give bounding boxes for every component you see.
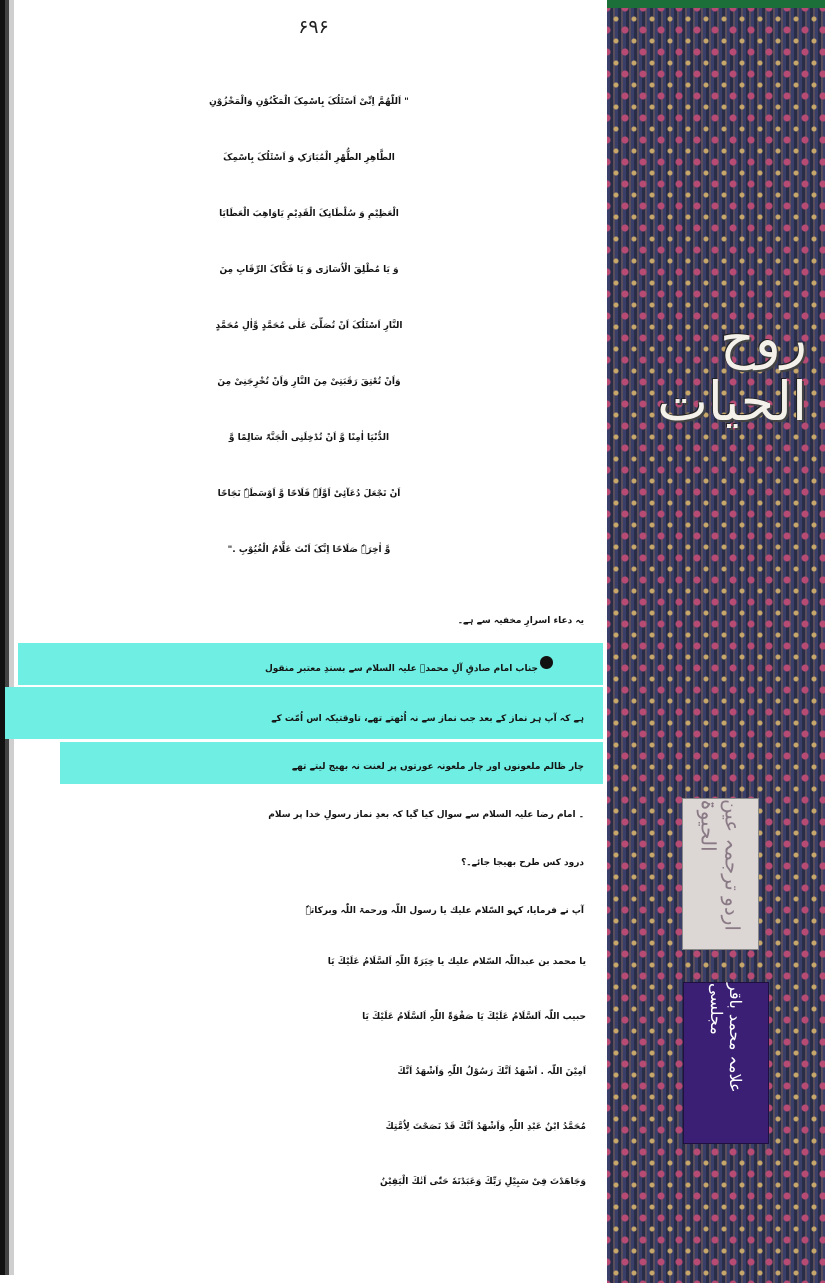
cover-label: اردو ترجمہ عین الحیوۃ [682,798,759,950]
salutation-line: مُحَمَّدُ ابْنُ عَبْدِ اللّٰہِ وَاَشْھَدُ اَنَّكَ قَدْ نَصَحْتَ لِاُمَّتِكَ [385,1122,586,1132]
prayer-line: اَنْ تَجْعَلَ دُعَآئِیْ اَوَّلَہٗ فَلَاحًا وَّ اَوْسَطَہٗ نَجَاحًا [217,489,401,499]
salutation-line: حبیب اللّٰہ اَلسَّلَامُ عَلَیْكَ یَا صَفْوَۃَ اللّٰہِ اَلسَّلَامُ عَلَیْكَ یَا [362,1012,586,1022]
prayer-line: وَاَنْ تُعْتِقَ رَقَبَتِیْ مِنَ النَّارِ وَاَنْ تُخْرِجَنِیْ مِنَ [217,377,401,387]
salutation-line: اَمِیْنَ اللّٰہ . اَشْھَدُ اَنَّكَ رَسُوْلُ اللّٰہِ وَاَشْھَدُ اَنَّكَ [397,1067,586,1077]
prayer-line: " اَللّٰھُمَّ اِنِّیْ اَسْئَلُکَ بِاسْمِکَ الْمَکْنُوْنِ وَالْمَخْزُوْنِ [209,97,409,107]
arabic-prayer-block [20,74,598,578]
arabic-salutation-block [20,935,598,1210]
prayer-line: النَّارِ اَسْئَلُکَ اَنْ تُصَلِّیَ عَلٰی مُحَمَّدٍ وَّاٰلِ مُحَمَّدٍ [215,321,403,331]
page-number: ۶۹۶ [298,16,329,38]
salutation-line: یا محمد بن عبداللّٰہ السّلام علیك یا خِیَرَۃَ اللّٰہِ اَلسَّلَامُ عَلَیْكَ یَا [327,957,586,967]
prayer-line: الطَّاھِرِ الطُّھْرِ الْمُبَارَکِ وَ اَسْئَلُکَ بِاسْمِکَ [223,153,395,163]
scan-edge [0,0,20,1275]
prayer-line: وَ یَا مُطْلِقَ الْاُسَارٰی وَ یَا فَکَّاکَ الرِّقَابِ مِنَ [219,265,399,275]
prayer-line: وَّ اٰخِرَہٗ صَلَاحًا اِنَّکَ اَنْتَ عَلَّامُ الْغُیُوْبِ ." [227,545,391,555]
urdu-line-highlighted: ہے کہ آپ ہر نماز کے بعد جب نماز سے نہ اُٹھتے تھے، تاوقتیکہ اس اُمّت کے [271,714,584,724]
cover-title: روح الحیات [657,307,807,433]
urdu-line: آپ نے فرمایا، کہو السّلام علیك یا رسول اللّٰہ ورحمۃ اللّٰہ وبرکاتہٗ [305,906,584,916]
cover-author: علامہ محمد باقر مجلسی [683,982,769,1144]
urdu-line: درود کس طرح بھیجا جائے۔؟ [461,858,584,868]
urdu-text-block [20,598,598,936]
salutation-line: وَجَاھَدْتَ فِیْ سَبِیْلِ رَبِّكَ وَعَبَدْتَهٗ حَتّٰی اَتٰكَ الْیَقِیْنُ [380,1177,586,1187]
urdu-line: ۔ امام رضا علیہ السلام سے سوال کیا گیا کہ بعدِ نماز رسولِ خدا پر سلام [268,810,584,820]
urdu-line-highlighted: جناب امام صادقِ آلِ محمدؑ علیہ السلام سے بسندِ معتبر منقول [264,664,538,674]
prayer-line: الدُّنْیَا اٰمِنًا وَّ اَنْ تُدْخِلَنِی الْجَنَّۃَ سَالِمًا وَّ [228,433,390,443]
urdu-line: یہ دعاء اسرارِ مخفیہ سے ہے۔ [457,616,584,626]
urdu-line-highlighted: چار ظالم ملعونوں اور چار ملعونہ عورتوں پر لعنت نہ بھیج لیتے تھے [291,762,584,772]
prayer-line: الْعَظِیْمِ وَ سُلْطَانِکَ الْقَدِیْمِ یَاوَاھِبَ الْعَطَایَا [219,209,399,219]
